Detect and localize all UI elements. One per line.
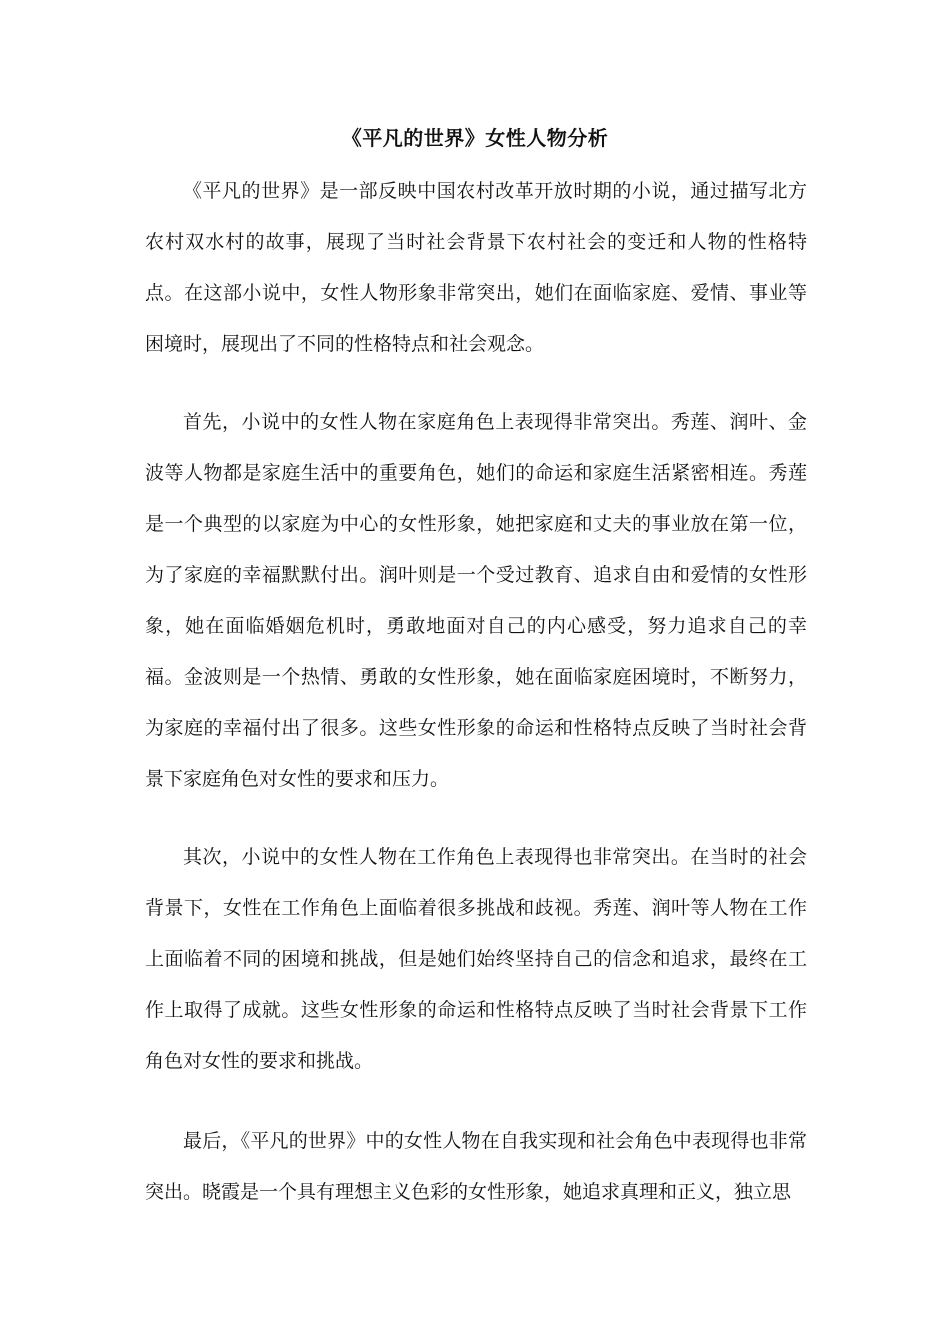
paragraph-intro: 《平凡的世界》是一部反映中国农村改革开放时期的小说，通过描写北方农村双水村的故事，展现了当时社会背景下农村社会的变迁和人物的性格特点。在这部小说中，女性人物形象非常突出，她们在面临家庭、爱情、事业等困境时，展现出了不同的性格特点和社会观念。 [145,180,807,355]
paragraph-work-roles: 其次，小说中的女性人物在工作角色上表现得也非常突出。在当时的社会背景下，女性在工作角色上面临着很多挑战和歧视。秀莲、润叶等人物在工作上面临着不同的困境和挑战，但是她们始终坚持自己的信念和追求，最终在工作上取得了成就。这些女性形象的命运和性格特点反映了当时社会背景下工作角色对女性的要求和挑战。 [145,846,807,1072]
paragraph-family-roles: 首先，小说中的女性人物在家庭角色上表现得非常突出。秀莲、润叶、金波等人物都是家庭生活中的重要角色，她们的命运和家庭生活紧密相连。秀莲是一个典型的以家庭为中心的女性形象，她把家庭和丈夫的事业放在第一位，为了家庭的幸福默默付出。润叶则是一个受过教育、追求自由和爱情的女性形象，她在面临婚姻危机时，勇敢地面对自己的内心感受，努力追求自己的幸福。金波则是一个热情、勇敢的女性形象，她在面临家庭困境时，不断努力，为家庭的幸福付出了很多。这些女性形象的命运和性格特点反映了当时社会背景下家庭角色对女性的要求和压力。 [145,411,807,790]
document-title: 《平凡的世界》女性人物分析 [341,126,609,150]
paragraph-self-realization: 最后，《平凡的世界》中的女性人物在自我实现和社会角色中表现得也非常突出。晓霞是一个具有理想主义色彩的女性形象，她追求真理和正义，独立思 [145,1130,807,1203]
